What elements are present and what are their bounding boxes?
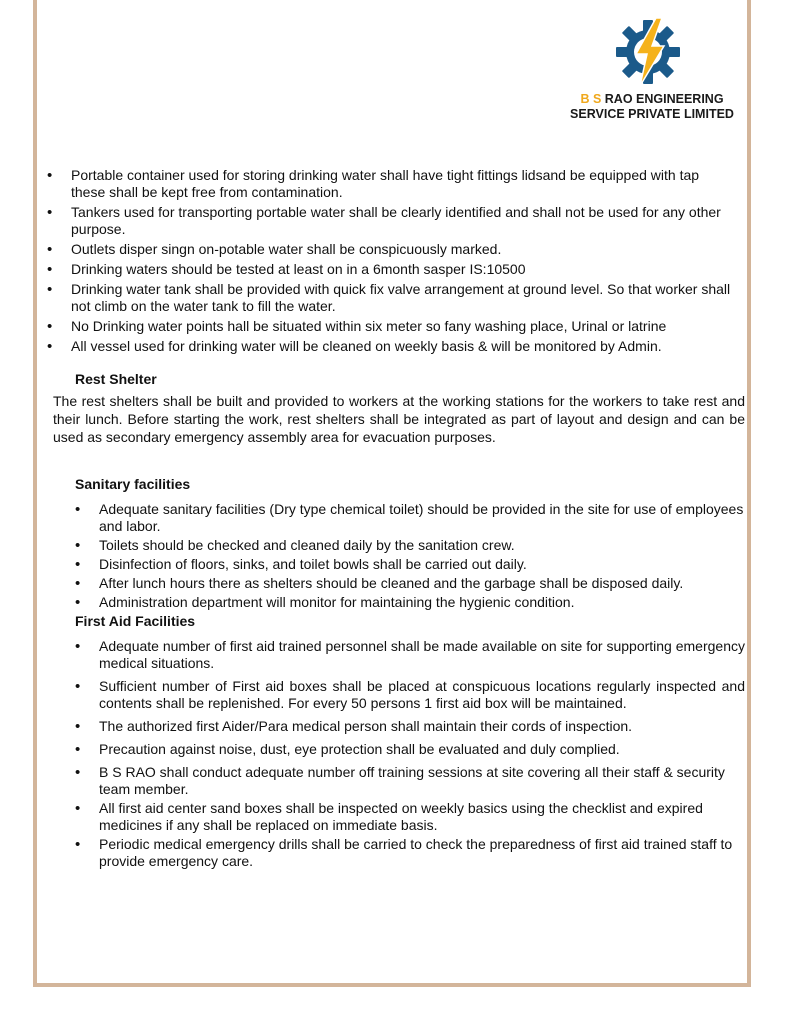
- list-item: • After lunch hours there as shelters should be cleaned and the garbage shall be disposed daily.: [47, 575, 745, 592]
- list-item: • B S RAO shall conduct adequate number off training sessions at site covering all their staff & security team member.: [47, 764, 745, 798]
- list-item: • Tankers used for transporting portable water shall be clearly identified and shall not be used for any other purpose.: [47, 204, 737, 238]
- list-item: • All first aid center sand boxes shall be inspected on weekly basics using the checklist and expired medicines if any shall be replaced on immediate basis.: [47, 800, 745, 834]
- list-item: • Adequate sanitary facilities (Dry type chemical toilet) should be provided in the site for use of employees and labor.: [47, 501, 745, 535]
- company-name: [560, 92, 744, 122]
- list-item: • Periodic medical emergency drills shall be carried to check the preparedness of first aid trained staff to provide emergency care.: [47, 836, 745, 870]
- list-item: • Precaution against noise, dust, eye protection shall be evaluated and duly complied.: [47, 741, 745, 758]
- list-item: • Administration department will monitor for maintaining the hygienic condition.: [47, 594, 745, 611]
- first-aid-heading: First Aid Facilities: [75, 613, 196, 629]
- list-item: • Outlets disper singn on-potable water shall be conspicuously marked.: [47, 241, 737, 258]
- document-body: [47, 167, 747, 872]
- list-item: • Drinking waters should be tested at least on in a 6month sasper IS:10500: [47, 261, 737, 278]
- list-item: • Drinking water tank shall be provided with quick fix valve arrangement at ground level. So that worker shall not climb on the water tank to fill the water.: [47, 281, 737, 315]
- first-aid-list: [47, 638, 747, 870]
- sanitary-list: [47, 501, 747, 611]
- company-initials: B S: [580, 92, 602, 106]
- list-item: • All vessel used for drinking water will be cleaned on weekly basis & will be monitored by Admin.: [47, 338, 737, 355]
- list-item: • The authorized first Aider/Para medical person shall maintain their cords of inspection.: [47, 718, 745, 735]
- rest-shelter-heading: Rest Shelter: [75, 371, 157, 387]
- list-item: • Toilets should be checked and cleaned daily by the sanitation crew.: [47, 537, 745, 554]
- gear-lightning-icon: [612, 16, 684, 88]
- list-item: • Disinfection of floors, sinks, and toilet bowls shall be carried out daily.: [47, 556, 745, 573]
- list-item: • No Drinking water points hall be situated within six meter so fany washing place, Urinal or latrine: [47, 318, 737, 335]
- sanitary-facilities-heading: Sanitary facilities: [75, 476, 191, 492]
- list-item: • Portable container used for storing drinking water shall have tight fittings lidsand be equipped with tap these shall be kept free from contamination.: [47, 167, 737, 201]
- list-item: • Sufficient number of First aid boxes shall be placed at conspicuous locations regularly inspected and contents shall be replenished. For every 50 persons 1 first aid box will be maintained.: [47, 678, 745, 712]
- company-name-line1: RAO ENGINEERING: [604, 92, 724, 106]
- rest-shelter-paragraph: The rest shelters shall be built and provided to workers at the working stations for the workers to take rest and their lunch. Before starting the work, rest shelters shall be integrated as part of layout and design and can be used as secondary emergency assembly area for evacuation purposes.: [53, 393, 745, 445]
- list-item: • Adequate number of first aid trained personnel shall be made available on site for supporting emergency medical situations.: [47, 638, 745, 672]
- drinking-water-list: [47, 167, 747, 355]
- company-name-line2: SERVICE PRIVATE LIMITED: [570, 107, 734, 121]
